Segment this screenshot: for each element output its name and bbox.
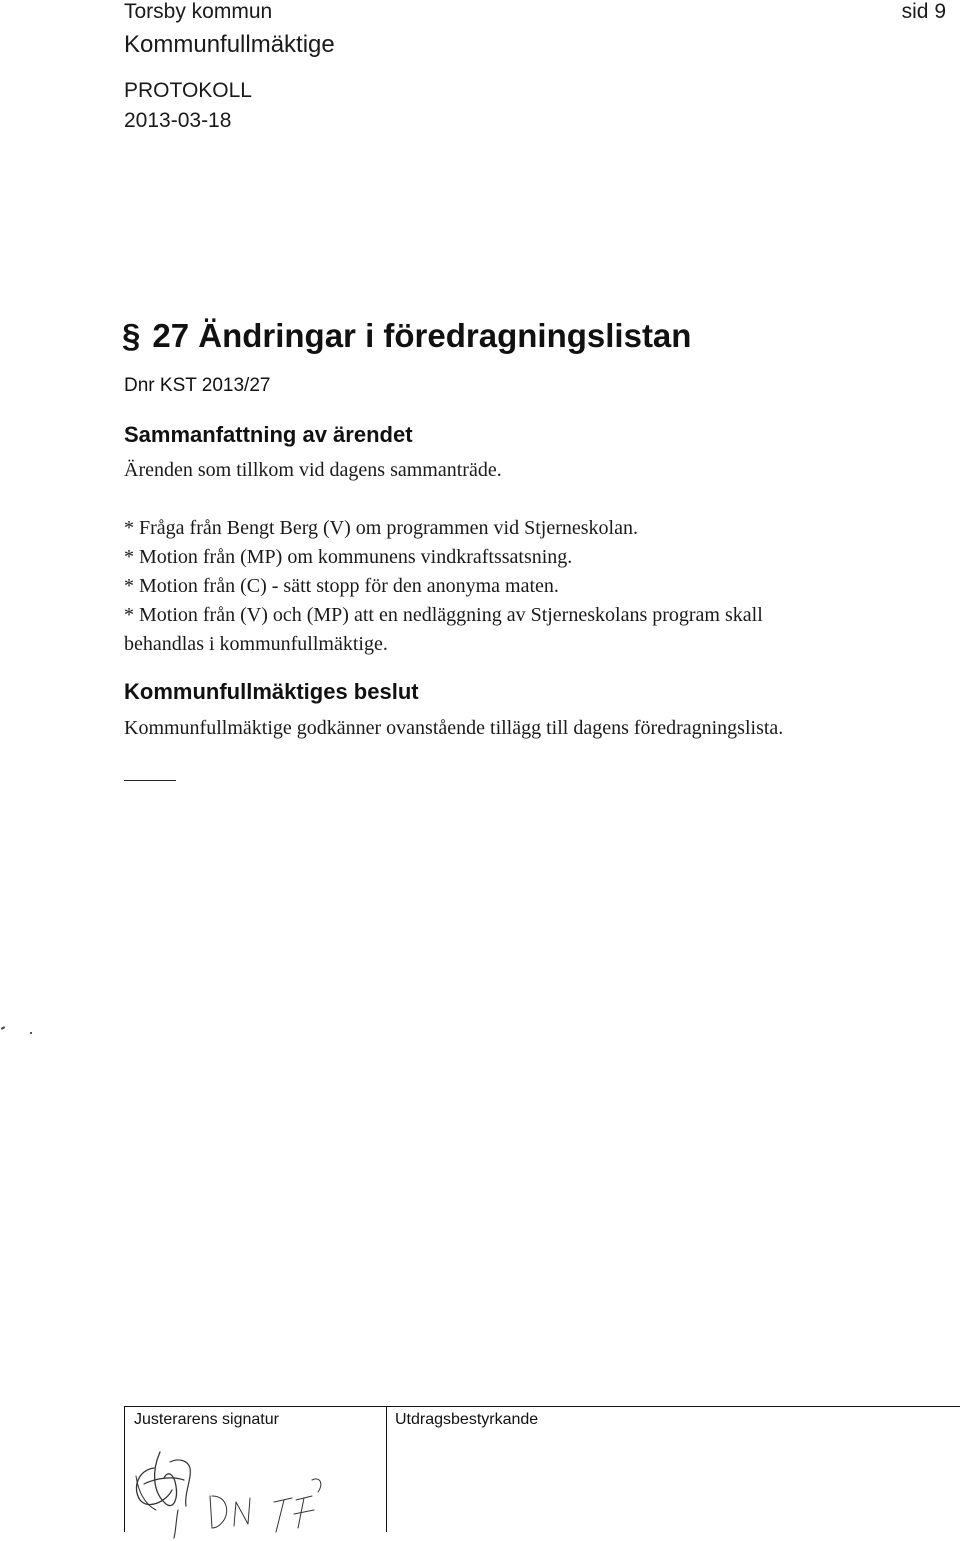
- case-number: Dnr KST 2013/27: [124, 375, 271, 396]
- document-type: PROTOKOLL: [124, 79, 252, 102]
- list-item: * Fråga från Bengt Berg (V) om programmen vid Stjerneskolan.: [124, 517, 638, 539]
- signature-label: Justerarens signatur: [134, 1411, 279, 1428]
- page-number: sid 9: [901, 0, 946, 23]
- end-divider: [124, 780, 176, 781]
- document-date: 2013-03-18: [124, 109, 232, 132]
- org-name: Torsby kommun: [124, 0, 273, 23]
- signature-table-left-border: [124, 1406, 125, 1532]
- list-item: behandlas i kommunfullmäktige.: [124, 633, 388, 655]
- scan-speck: [30, 1032, 32, 1034]
- list-item: * Motion från (C) - sätt stopp för den anonyma maten.: [124, 575, 559, 597]
- section-title-text: 27 Ändringar i föredragningslistan: [152, 317, 692, 354]
- signature-table-top-border: [124, 1406, 960, 1407]
- section-title: [122, 316, 691, 356]
- decision-text: Kommunfullmäktige godkänner ovanstående tillägg till dagens föredragningslista.: [124, 717, 784, 739]
- list-item: * Motion från (MP) om kommunens vindkraftssatsning.: [124, 546, 573, 568]
- committee-name: Kommunfullmäktige: [124, 31, 335, 58]
- extract-label: Utdragsbestyrkande: [395, 1411, 539, 1428]
- decision-heading: Kommunfullmäktiges beslut: [124, 679, 419, 704]
- handwritten-signature: [126, 1440, 366, 1540]
- list-item: * Motion från (V) och (MP) att en nedläggning av Stjerneskolans program skall: [124, 604, 763, 626]
- signature-table-divider: [386, 1406, 387, 1532]
- summary-heading: Sammanfattning av ärendet: [124, 422, 413, 447]
- paragraph-sign: §: [122, 317, 141, 354]
- scan-speck: [1, 1026, 5, 1030]
- summary-item-list: [124, 514, 763, 659]
- summary-intro: Ärenden som tillkom vid dagens sammanträde.: [124, 459, 502, 481]
